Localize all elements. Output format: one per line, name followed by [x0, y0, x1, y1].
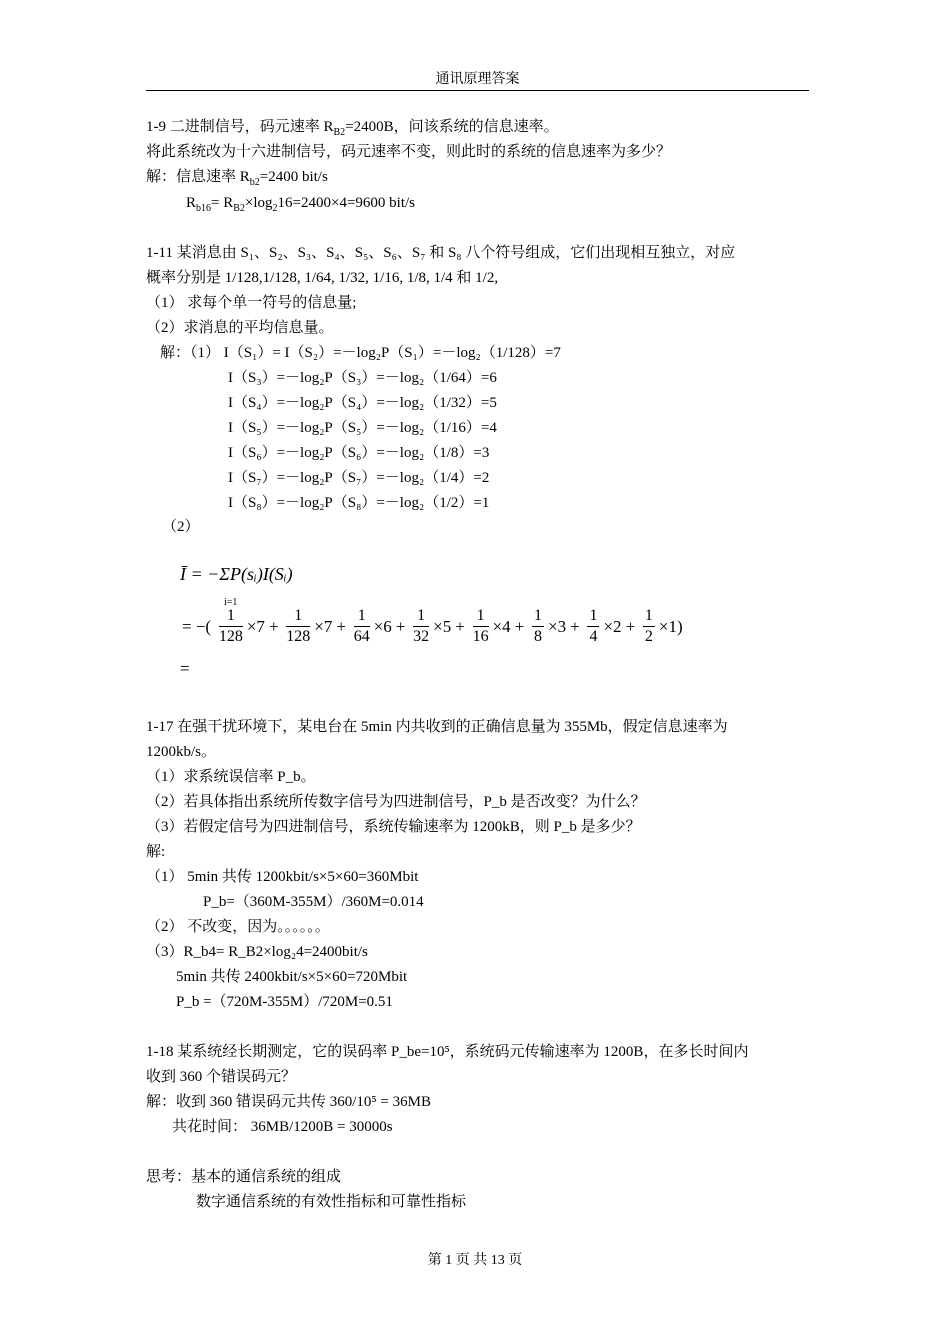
q19-sol2: $R_{b16}= R_{B2}\times\log_216=2400\times 4=9600$ bit/s — [186, 195, 416, 214]
q19-line2: 将此系统改为十六进制信号，码元速率不变，则此时的系统的信息速率为多少？ — [146, 144, 672, 160]
q118-s2: 共花时间： 36MB/1200B = 30000s — [172, 1119, 393, 1135]
q111-line4: （2）求消息的平均信息量。 — [146, 320, 334, 336]
q117-line6: 解: — [146, 844, 166, 860]
formula-start: = −( — [182, 616, 212, 636]
q117-s5: 5min 共传 2400kbit/s×5×60=720Mbit — [176, 969, 408, 985]
page-header: 通讯原理答案 — [146, 68, 809, 91]
q111-part2: （2） — [162, 519, 200, 535]
fraction: $\frac{1}{32}$ — [413, 607, 430, 645]
fraction: $\frac{1}{2}$ — [644, 607, 653, 645]
q117-line2: 1200kb/s。 — [146, 744, 217, 760]
q19-sol1: 解：信息速率 $R_{b2}=2400$ bit/s — [146, 169, 328, 188]
q117-s2: P_b=（360M-355M）/360M=0.014 — [203, 894, 424, 910]
q111-line2: 概率分别是 1/128,1/128, 1/64, 1/32, 1/16, 1/8, 1/4 和 1/2, — [146, 270, 499, 286]
q111-sol-row: 解：（1） I（S₁）= I（S₂）=－log₂P（S₁）=－log₂（1/128）=7 — [160, 345, 561, 361]
q117-line3: （1）求系统误信率 P_b。 — [146, 769, 316, 785]
fraction: $\frac{1}{16}$ — [472, 607, 489, 645]
think-line2: 数字通信系统的有效性指标和可靠性指标 — [196, 1194, 467, 1210]
q117-s1: （1） 5min 共传 1200kbit/s×5×60=360Mbit — [146, 869, 419, 885]
fraction: $\frac{1}{64}$ — [353, 607, 370, 645]
page-footer: 第 1 页 共 13 页 — [427, 1253, 523, 1268]
q111-line1: 1-11 某消息由 S₁、S₂、S₃、S₄、S₅、S₆、S₇ 和 S₈ 八个符号组成，它们出现相互独立，对应 — [146, 245, 736, 261]
q111-sol-row: I（S₃）=－log₂P（S₃）=－log₂（1/64）=6 — [228, 370, 497, 386]
q111-line3: （1） 求每个单一符号的信息量; — [146, 295, 357, 311]
q111-sol-row: I（S₆）=－log₂P（S₆）=－log₂（1/8）=3 — [228, 445, 490, 461]
fraction: $\frac{1}{128}$ — [218, 607, 243, 645]
q118-s1: 解：收到 360 错误码元共传 360/10⁵ = 36MB — [146, 1094, 431, 1110]
q117-s6: P_b =（720M-355M）/720M=0.51 — [176, 994, 393, 1010]
q117-s3: （2） 不改变，因为。。。。。。 — [146, 919, 330, 935]
formula-avg-info: Ī = −ΣP(sᵢ)I(Sᵢ) — [180, 564, 293, 584]
fraction: $\frac{1}{4}$ — [589, 607, 598, 645]
q111-sol-row: I（S₄）=－log₂P（S₄）=－log₂（1/32）=5 — [228, 395, 497, 411]
fraction: $\frac{1}{8}$ — [534, 607, 543, 645]
q118-line1: 1-18 某系统经长期测定，它的误码率 P_be=10⁵，系统码元传输速率为 1200B，在多长时间内 — [146, 1044, 749, 1060]
q111-sol-row: I（S₈）=－log₂P（S₈）=－log₂（1/2）=1 — [228, 495, 490, 511]
fraction: $\frac{1}{128}$ — [286, 607, 311, 645]
think-line1: 思考：基本的通信系统的组成 — [146, 1169, 342, 1185]
q117-line4: （2）若具体指出系统所传数字信号为四进制信号，P_b 是否改变？为什么？ — [146, 794, 646, 810]
q19-line1: 1-9 二进制信号，码元速率 $R_{B2}=2400B$，问该系统的信息速率。 — [146, 119, 559, 138]
q111-sol-row: I（S₇）=－log₂P（S₇）=－log₂（1/4）=2 — [228, 470, 490, 486]
q117-s4: （3）R_b4= R_B2×log₂4=2400bit/s — [146, 944, 368, 960]
q118-line2: 收到 360 个错误码元？ — [146, 1069, 297, 1085]
formula-result: = — [180, 659, 190, 678]
formula-expansion: = −( $\frac{1}{128}$ ×7 + $\frac{1}{128}$ ×7 + $\frac{1}{64}$ ×6 + $\frac{1}{32}$ ×5 + $\frac{1}{16}$ ×4 + $\frac{1}{8}$ ×3 + $\frac{1}{4}$ ×2 + $\frac{1}{2}$ ×1) — [182, 607, 683, 645]
q111-sol-row: I（S₅）=－log₂P（S₅）=－log₂（1/16）=4 — [228, 420, 497, 436]
q117-line1: 1-17 在强干扰环境下，某电台在 5min 内共收到的正确信息量为 355Mb，假定信息速率为 — [146, 719, 728, 735]
q117-line5: （3）若假定信号为四进制信号，系统传输速率为 1200kB，则 P_b 是多少？ — [146, 819, 641, 835]
formula-sum-index: i=1 — [224, 597, 238, 608]
